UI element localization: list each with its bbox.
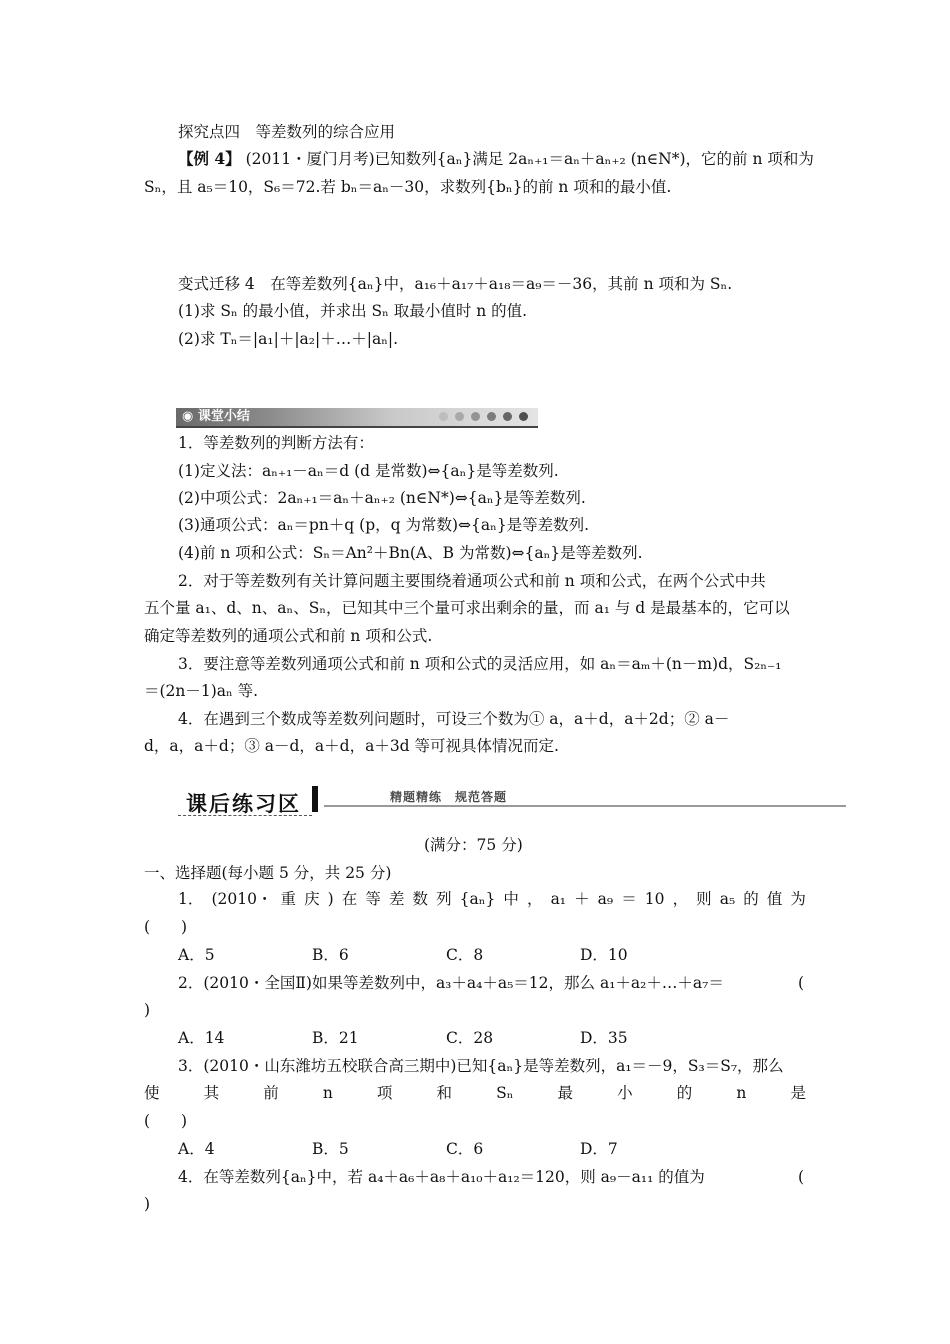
question-4-bracket-open: ( bbox=[798, 1168, 805, 1186]
q1-word: 庆 bbox=[304, 890, 320, 908]
summary-banner-dots bbox=[439, 412, 528, 421]
q1-word: ＋ bbox=[574, 890, 590, 908]
q3-word: n bbox=[736, 1084, 747, 1102]
q1-word: ， bbox=[672, 890, 689, 908]
option-d: D．7 bbox=[580, 1140, 618, 1158]
summary-banner-label: ◉ 课堂小结 bbox=[182, 409, 250, 424]
q1-word: 的 bbox=[743, 890, 759, 908]
q1-word: a₉ bbox=[597, 890, 614, 908]
option-c: C．8 bbox=[446, 946, 484, 964]
summary-point-4-line2: d，a，a＋d；③ a－d，a＋d，a＋3d 等可视具体情况而定. bbox=[144, 737, 559, 755]
variant-line2: (1)求 Sₙ 的最小值，并求出 Sₙ 取最小值时 n 的值. bbox=[178, 302, 528, 320]
question-4: 4．在等差数列{aₙ}中，若 a₄＋a₆＋a₈＋a₁₀＋a₁₂＝120，则 a₉－a₁₁ 的值为 bbox=[178, 1168, 705, 1186]
q1-word: 等 bbox=[365, 890, 381, 908]
question-2-bracket-close: ) bbox=[144, 1001, 151, 1019]
q1-word: 重 bbox=[280, 890, 297, 908]
q1-word: 在 bbox=[341, 890, 358, 908]
variant-line3: (2)求 Tₙ＝|a₁|＋|a₂|＋…＋|aₙ|. bbox=[178, 330, 399, 348]
summary-point-3-line2: ＝(2n－1)aₙ 等. bbox=[144, 682, 259, 700]
summary-point-1: 1．等差数列的判断方法有： bbox=[178, 434, 374, 452]
q1-word: ) bbox=[327, 890, 334, 908]
q1-word: 差 bbox=[388, 890, 405, 908]
q3-word: 最 bbox=[557, 1084, 574, 1102]
summary-point-2-line1: 2．对于等差数列有关计算问题主要围绕着通项公式和前 n 项和公式，在两个公式中共 bbox=[178, 572, 766, 590]
q1-word: 列 bbox=[436, 890, 452, 908]
q3-word: 和 bbox=[436, 1084, 453, 1102]
summary-method-1: (1)定义法：aₙ₊₁－aₙ＝d (d 是常数)⇔{aₙ}是等差数列. bbox=[178, 462, 559, 480]
q1-word: ＝ bbox=[621, 890, 637, 908]
q1-word: 中 bbox=[503, 890, 519, 908]
example-4-line1 bbox=[178, 148, 814, 170]
q1-word: 为 bbox=[790, 890, 806, 908]
part-heading: 一、选择题(每小题 5 分，共 25 分) bbox=[144, 864, 392, 882]
option-b: B．5 bbox=[312, 1140, 349, 1158]
dot-icon bbox=[471, 412, 480, 421]
practice-divider-marker bbox=[312, 786, 318, 812]
practice-title: 课后练习区 bbox=[186, 792, 301, 816]
q3-word: 使 bbox=[144, 1084, 160, 1102]
section-title: 探究点四 等差数列的综合应用 bbox=[178, 123, 396, 141]
q3-word: 其 bbox=[203, 1084, 220, 1102]
summary-method-3: (3)通项公式：aₙ＝pn＋q (p，q 为常数)⇔{aₙ}是等差数列. bbox=[178, 516, 590, 534]
question-3-answer-paren: ( ) bbox=[144, 1112, 188, 1130]
summary-point-2-line3: 确定等差数列的通项公式和前 n 项和公式. bbox=[144, 627, 433, 645]
score-note: (满分：75 分) bbox=[424, 836, 523, 854]
q1-word: a₁ bbox=[550, 890, 567, 908]
question-2-bracket-open: ( bbox=[798, 974, 805, 992]
question-1-line1 bbox=[178, 888, 806, 910]
practice-subtitle: 精题精练 规范答题 bbox=[390, 790, 508, 804]
option-a: A．5 bbox=[178, 946, 215, 964]
q1-word: 10 bbox=[644, 890, 665, 908]
question-1-options bbox=[178, 944, 714, 966]
option-a: A．4 bbox=[178, 1140, 215, 1158]
summary-banner bbox=[176, 408, 538, 428]
question-4-bracket-close: ) bbox=[144, 1195, 151, 1213]
q1-word: {aₙ} bbox=[459, 890, 496, 908]
q1-word: (2010・ bbox=[211, 890, 273, 908]
option-d: D．10 bbox=[580, 946, 628, 964]
q3-word: 是 bbox=[790, 1084, 806, 1102]
question-3-line2 bbox=[144, 1082, 806, 1104]
q3-word: 项 bbox=[376, 1084, 393, 1102]
question-3-options bbox=[178, 1138, 714, 1160]
q3-word: 的 bbox=[676, 1084, 693, 1102]
practice-title-underline bbox=[178, 815, 312, 816]
q1-word: 数 bbox=[412, 890, 429, 908]
option-b: B．6 bbox=[312, 946, 349, 964]
q3-word: 前 bbox=[263, 1084, 279, 1102]
summary-point-3-line1: 3．要注意等差数列通项公式和前 n 项和公式的灵活应用，如 aₙ＝aₘ＋(n－m)d，S₂ₙ₋₁ bbox=[178, 655, 782, 673]
option-a: A．14 bbox=[178, 1029, 225, 1047]
q3-word: Sₙ bbox=[496, 1084, 514, 1102]
question-3-line1: 3．(2010・山东潍坊五校联合高三期中)已知{aₙ}是等差数列，a₁＝－9，S₃＝S₇，那么 bbox=[178, 1057, 784, 1075]
question-2-options bbox=[178, 1027, 714, 1049]
summary-point-2-line2: 五个量 a₁、d、n、aₙ、Sₙ，已知其中三个量可求出剩余的量，而 a₁ 与 d 是最基本的，它可以 bbox=[144, 599, 790, 617]
q1-word: 值 bbox=[766, 890, 783, 908]
summary-point-4-line1: 4．在遇到三个数成等差数列问题时，可设三个数为① a，a＋d，a＋2d；② a－ bbox=[178, 710, 730, 728]
summary-method-4: (4)前 n 项和公式：Sₙ＝An²＋Bn(A、B 为常数)⇔{aₙ}是等差数列. bbox=[178, 544, 643, 562]
option-c: C．28 bbox=[446, 1029, 494, 1047]
example-text-line1: (2011・厦门月考)已知数列{aₙ}满足 2aₙ₊₁＝aₙ＋aₙ₊₂ (n∈N*)，它的前 n 项和为 bbox=[245, 150, 814, 168]
question-2: 2．(2010・全国Ⅱ)如果等差数列中，a₃＋a₄＋a₅＝12，那么 a₁＋a₂＋…＋a₇＝ bbox=[178, 974, 724, 992]
variant-line1: 变式迁移 4 在等差数列{aₙ}中，a₁₆＋a₁₇＋a₁₈＝a₉＝－36，其前 n 项和为 Sₙ. bbox=[178, 275, 733, 293]
example-text-line2: Sₙ，且 a₅＝10，S₆＝72.若 bₙ＝aₙ－30，求数列{bₙ}的前 n 项和的最小值. bbox=[144, 178, 672, 196]
option-c: C．6 bbox=[446, 1140, 484, 1158]
q3-word: 小 bbox=[617, 1084, 633, 1102]
question-1-answer-paren: ( ) bbox=[144, 918, 188, 936]
q1-word: 1． bbox=[178, 890, 204, 908]
dot-icon bbox=[487, 412, 496, 421]
option-b: B．21 bbox=[312, 1029, 359, 1047]
dot-icon bbox=[439, 412, 448, 421]
dot-icon bbox=[503, 412, 512, 421]
option-d: D．35 bbox=[580, 1029, 628, 1047]
summary-method-2: (2)中项公式：2aₙ₊₁＝aₙ＋aₙ₊₂ (n∈N*)⇔{aₙ}是等差数列. bbox=[178, 489, 586, 507]
dot-icon bbox=[455, 412, 464, 421]
example-label: 【例 4】 bbox=[178, 149, 241, 168]
q3-word: n bbox=[322, 1084, 333, 1102]
q1-word: 则 bbox=[696, 890, 712, 908]
dot-icon bbox=[519, 412, 528, 421]
q1-word: ， bbox=[526, 890, 543, 908]
q1-word: a₅ bbox=[719, 890, 736, 908]
practice-divider-rule bbox=[324, 805, 846, 807]
